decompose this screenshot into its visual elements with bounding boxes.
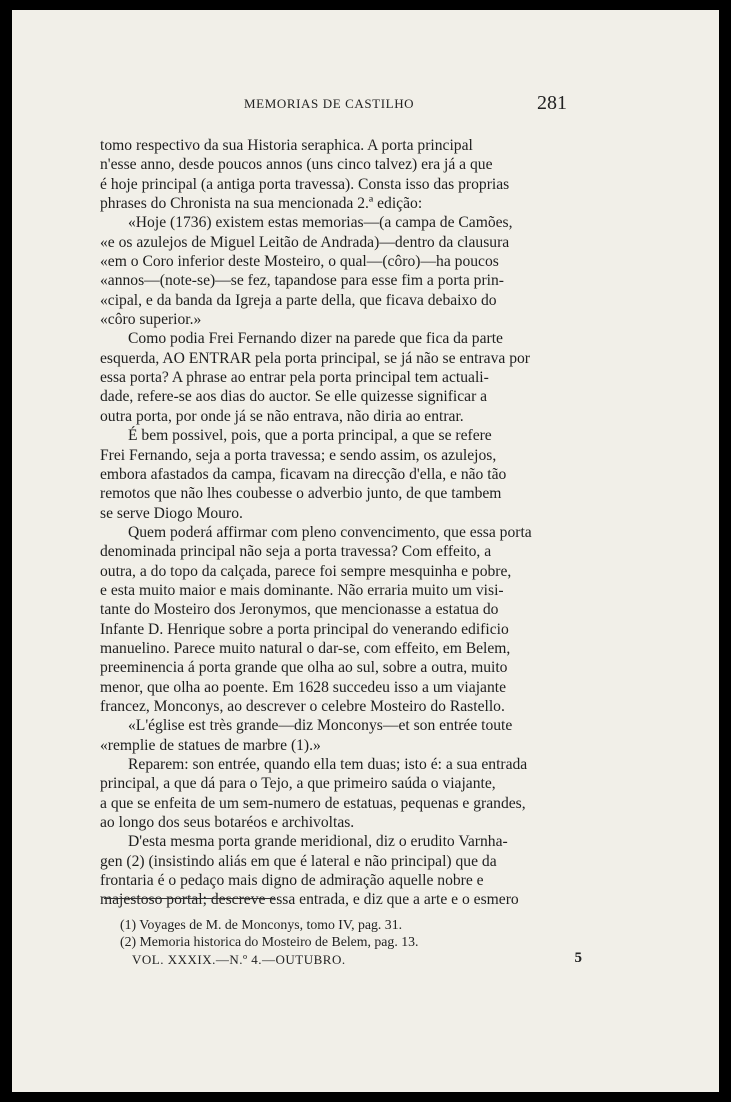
signature-mark: 5 bbox=[574, 950, 582, 966]
paragraph: É bem possivel, pois, que a porta principal, a que se refere Frei Fernando, seja a porta travessa; e sendo assim, os azulejos, embora afastados da campa, ficavam na direcção d'ella, e não tão remotos que não lhes coubesse o adverbio junto, de que tambem se serve Diogo Mouro. bbox=[100, 427, 507, 522]
paragraph: tomo respectivo da sua Historia seraphica. A porta principal n'esse anno, desde poucos annos (uns cinco talvez) era já a que é hoje principal (a antiga porta travessa). Consta isso das proprias phrases do Chronista na sua mencionada 2.ª edição: bbox=[100, 137, 510, 213]
footnote: (2) Memoria historica do Mosteiro de Belem, pag. 13. bbox=[120, 934, 419, 949]
paragraph: Reparem: son entrée, quando ella tem duas; isto é: a sua entrada principal, a que dá para o Tejo, a que primeiro saúda o viajante, a que se enfeita de um sem-numero de estatuas, pequenas e grandes, ao longo dos seus botaréos e archivoltas. bbox=[100, 756, 528, 832]
page-header bbox=[12, 92, 719, 116]
signature-line bbox=[132, 952, 582, 972]
page bbox=[12, 10, 719, 1092]
footnotes bbox=[120, 916, 590, 950]
body-text bbox=[100, 136, 586, 910]
page-number: 281 bbox=[537, 92, 567, 114]
footnote: (1) Voyages de M. de Monconys, tomo IV, pag. 31. bbox=[120, 917, 403, 932]
paragraph: «Hoje (1736) existem estas memorias—(a campa de Camões, «e os azulejos de Miguel Leitão de Andrada)—dentro da clausura «em o Coro inferior deste Mosteiro, o qual—(côro)—ha poucos «annos—(note-se)—se fez, tapandose para esse fim a porta prin- «cipal, e da banda da Igreja a parte della, que ficava debaixo do «côro superior.» bbox=[100, 214, 513, 329]
footnote-divider bbox=[104, 898, 274, 899]
volume-line: VOL. XXXIX.—N.º 4.—OUTUBRO. bbox=[132, 952, 346, 967]
running-title: MEMORIAS DE CASTILHO bbox=[244, 96, 415, 111]
paragraph: Como podia Frei Fernando dizer na parede que fica da parte esquerda, AO ENTRAR pela porta principal, se já não se entrava por essa porta? A phrase ao entrar pela porta principal tem actuali- dade, refere-se aos dias do auctor. Se elle quizesse significar a outra porta, por onde já se não entrava, não diria ao entrar. bbox=[100, 330, 530, 425]
paragraph: D'esta mesma porta grande meridional, diz o erudito Varnha- gen (2) (insistindo aliás em que é lateral e não principal) que da frontaria é o pedaço mais digno de admiração aquelle nobre e majestoso portal; descreve essa entrada, e diz que a arte e o esmero bbox=[100, 833, 519, 909]
paragraph: Quem poderá affirmar com pleno convencimento, que essa porta denominada principal não seja a porta travessa? Com effeito, a outra, a do topo da calçada, parece foi sempre mesquinha e pobre, e esta muito maior e mais dominante. Não erraria muito um visi- tante do Mosteiro dos Jeronymos, que mencionasse a estatua do Infante D. Henrique sobre a porta principal do venerando edificio manuelino. Parece muito natural o dar-se, com effeito, em Belem, preeminencia á porta grande que olha ao sul, sobre a outra, muito menor, que olha ao poente. Em 1628 succedeu isso a um viajante francez, Monconys, ao descrever o celebre Mosteiro do Rastello. bbox=[100, 523, 532, 715]
paragraph: «L'église est très grande—diz Monconys—et son entrée toute «remplie de statues de marbre (1).» bbox=[100, 717, 513, 754]
